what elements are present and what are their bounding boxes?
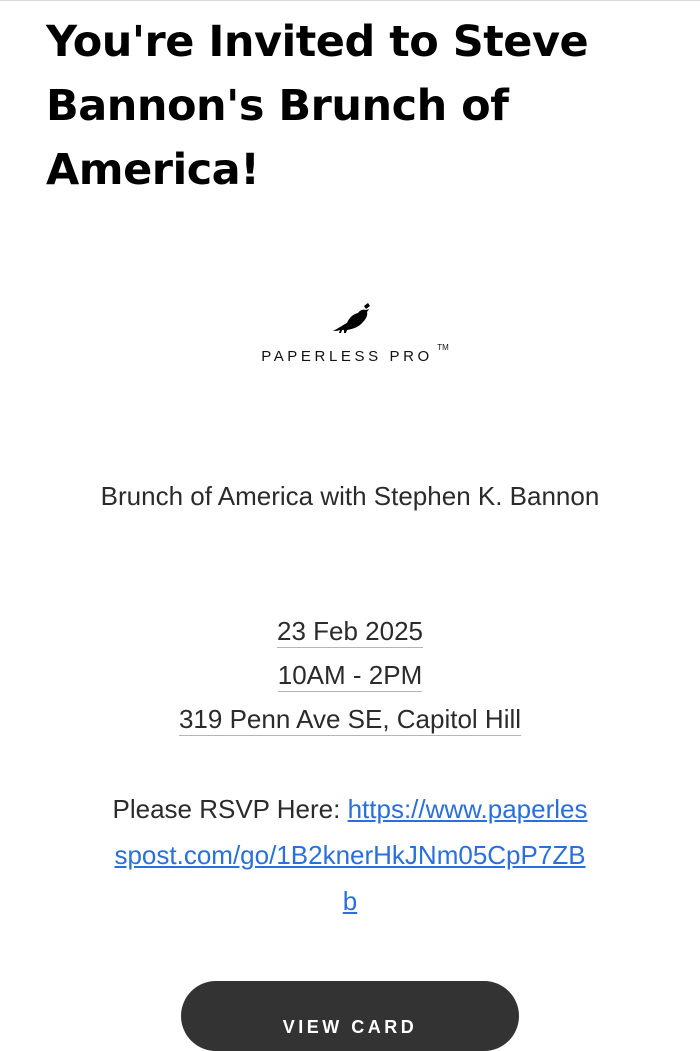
rsvp-link[interactable]: https://www.paperlesspost.com/go/1B2knerHkJNm05CpP7ZBb [114,794,588,916]
brand-block [0,300,700,366]
event-location[interactable]: 319 Penn Ave SE, Capitol Hill [178,704,522,734]
brand-name: PAPERLESS PRO TM [261,343,449,365]
rsvp-label: Please RSVP Here: [112,794,348,824]
event-time[interactable]: 10AM - 2PM [277,660,423,690]
top-divider [0,0,700,1]
event-location-line [0,697,700,741]
event-date-line [0,609,700,653]
bird-logo-icon [325,300,375,340]
rsvp-block [110,786,590,924]
view-card-button[interactable]: VIEW CARD [181,981,519,1051]
event-date[interactable]: 23 Feb 2025 [276,616,423,646]
trademark-mark: TM [437,343,449,352]
event-details [0,609,700,741]
email-headline: You're Invited to Steve Bannon's Brunch of America! [46,17,589,195]
event-time-line [0,653,700,697]
event-title: Brunch of America with Stephen K. Bannon [100,481,600,511]
